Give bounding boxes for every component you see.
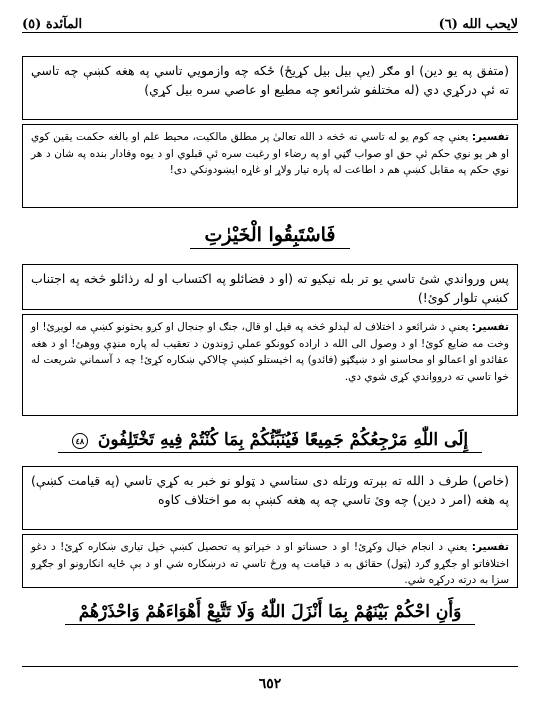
quran-text-1: فَاسْتَبِقُوا الْخَيْرٰتِ [190, 222, 349, 249]
tafsir-label: تفسير: [471, 321, 509, 333]
tafsir-label: تفسير: [471, 541, 509, 553]
tafsir-block-3 [22, 534, 518, 588]
page-number: ٦٥٢ [258, 676, 282, 692]
translation-text-1: (متفق په يو دين) او مګر (يې بيل بيل کړيځ) ځکه چه وازمويي تاسي په هغه کښې چه تاسي ته ئې درکړي دي (له مختلفو شرائعو چه مطيع او عاصي سره بيل کړي) [31, 63, 509, 97]
quran-verse-3 [22, 600, 518, 625]
quran-text-2: إِلَى اللّٰهِ مَرْجِعُكُمْ جَمِيعًا فَيُنَبِّئُكُمْ بِمَا كُنْتُمْ فِيهِ تَخْتَلِفُونَ [97, 430, 469, 450]
tafsir-text-1: يعنې چه کوم يو له تاسي نه څخه د الله تعالیٰ پر مطلق مالکيت، محيط علم او بالغه حکمت يقين کوي او هر يو نوي حکم ئې حق او صواب ګڼي او په رضاء او رغبت سره ئې قبلوي او د يوه وفادار بنده په شان د هر نوي حکم په مقابل کښې هم د اطاعت له پاره تيار ولاړ او غاړه ايښودونکي دی! [31, 131, 509, 176]
translation-text-2: پس ورواندي شئ تاسي يو تر بله نيکيو ته (او د فضائلو په اکتساب او له رذائلو څخه په اجتناب کښې تلوار کوئ!) [31, 271, 509, 305]
quran-verse-1 [22, 222, 518, 249]
tafsir-text-3: يعنې د انجام خيال وکړئ! او د حسناتو او د خيراتو په تحصيل کښې خپل تياری ښکاره کړئ! د دغو اختلافاتو او جګړو ګرد (ټول) حقائق به د قيامت په ورځ تاسي ته درښکاره شي او د بې ځايه انکارونو او جګړو سزا به درته درکړه شي. [31, 541, 509, 586]
translation-text-3: (خاص) طرف د الله ته بېرته ورتله دی ستاسي د ټولو نو خبر به کړي تاسي (په قيامت کښې) په هغه (امر د دين) چه وئ تاسي چه په هغه کښې به مو اختلاف کاوه [31, 473, 509, 507]
page [22, 0, 518, 712]
tafsir-block-1 [22, 124, 518, 208]
page-footer [22, 668, 518, 708]
translation-block-3 [22, 466, 518, 530]
quran-verse-2 [22, 428, 518, 453]
page-header [22, 4, 518, 44]
surah-title: المآئدة (٥) [22, 16, 83, 32]
tafsir-block-2 [22, 314, 518, 416]
header-rule [22, 32, 518, 33]
juz-title: لايحب الله (٦) [438, 16, 518, 32]
tafsir-text-2: يعنې د شرائعو د اختلاف له لېدلو څخه په قيل او قال، جنګ او جنجال او کږو بحثونو کښې مه لويږئ! او وخت مه ضايع کوئ! او د وصول الی الله د اراده کوونکو عملي ژوندون د تعقيب له پاره منډې ووهئ! او د هغه عقائدو او اعمالو او محاسنو او د ښيګڼو (فائدو) په اخيستلو کښې چالاکي ښکاره کړئ! چه د آسماني شريعت له خوا تاسي ته دروواندي کړی شوي دي. [31, 321, 509, 383]
footer-rule [22, 666, 518, 667]
verse-number-marker: ٤٨ [72, 433, 88, 449]
translation-block-1 [22, 56, 518, 120]
quran-text-3: وَأَنِ احْكُمْ بَيْنَهُمْ بِمَا أَنْزَلَ اللّٰهُ وَلَا تَتَّبِعْ أَهْوَاءَهُمْ وَاحْذَرْهُمْ [65, 600, 476, 625]
translation-block-2 [22, 264, 518, 310]
tafsir-label: تفسير: [471, 131, 510, 143]
